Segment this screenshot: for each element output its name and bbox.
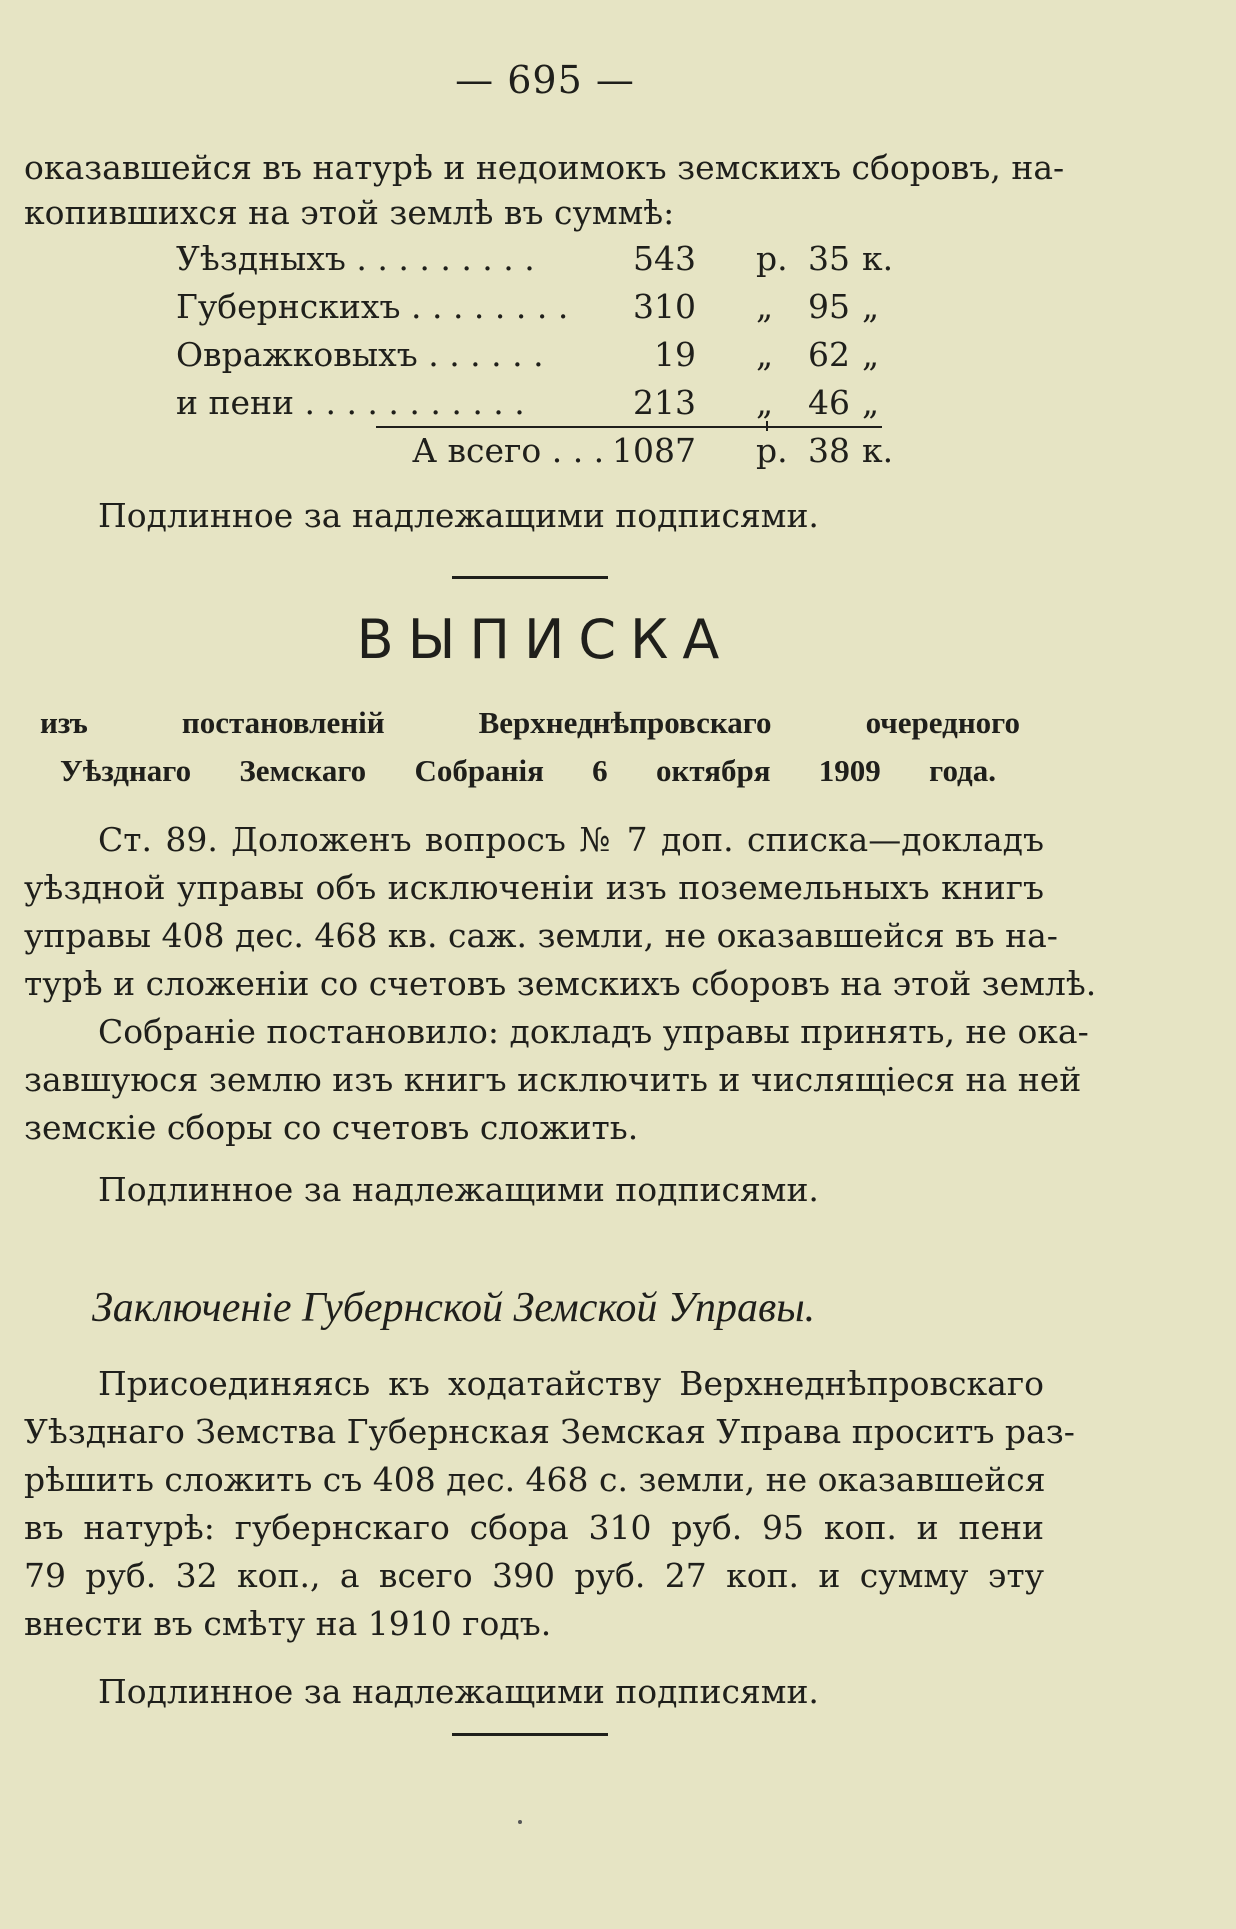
- arrears-label: Уѣздныхъ . . . . . . . . .: [176, 239, 535, 278]
- arrears-rubles: 310: [633, 287, 696, 326]
- arrears-kopeks: 46: [808, 383, 850, 422]
- resolution-line: турѣ и сложеніи со счетовъ земскихъ сборовъ на этой землѣ.: [24, 964, 1097, 1003]
- decision-line: земскіе сборы со счетовъ сложить.: [24, 1108, 639, 1147]
- intro-line-2: копившихся на этой землѣ въ суммѣ:: [24, 193, 675, 232]
- arrears-label: Губернскихъ . . . . . . . .: [176, 287, 569, 326]
- arrears-kop-unit: к.: [862, 239, 894, 278]
- arrears-rub-unit: „: [756, 335, 774, 374]
- bottom-divider: [452, 1733, 608, 1736]
- arrears-rub-unit: „: [756, 383, 774, 422]
- arrears-rubles: 543: [633, 239, 696, 278]
- resolution-line: Ст. 89. Доложенъ вопросъ № 7 доп. списка—докладъ: [98, 820, 1044, 859]
- signature-note-1: Подлинное за надлежащими подписями.: [98, 496, 819, 535]
- arrears-table: [176, 235, 894, 475]
- arrears-total-kopeks: 38: [808, 431, 850, 470]
- sum-rule: [376, 426, 882, 428]
- decision-line: завшуюся землю изъ книгъ исключить и числящіеся на ней: [24, 1060, 1082, 1099]
- arrears-rubles: 213: [633, 383, 696, 422]
- conclusion-heading: Заключеніе Губернской Земской Управы.: [92, 1285, 816, 1331]
- arrears-total-kop-unit: к.: [862, 431, 894, 470]
- section-divider: [452, 576, 608, 579]
- intro-line-1: оказавшейся въ натурѣ и недоимокъ земскихъ сборовъ, на-: [24, 148, 1065, 187]
- arrears-total-rub-unit: р.: [756, 431, 788, 470]
- arrears-kopeks: 95: [808, 287, 850, 326]
- arrears-kop-unit: „: [862, 335, 880, 374]
- page-number: — 695 —: [455, 58, 635, 102]
- arrears-row: [176, 283, 888, 331]
- arrears-rubles: 19: [654, 335, 696, 374]
- extract-subtitle-line-1: изъ постановленій Верхнеднѣпровскаго очередного: [40, 705, 1020, 740]
- arrears-kop-unit: „: [862, 287, 880, 326]
- ink-dot: [518, 1820, 522, 1824]
- signature-note-2: Подлинное за надлежащими подписями.: [98, 1170, 819, 1209]
- arrears-row: [176, 331, 888, 379]
- arrears-label: и пени . . . . . . . . . . .: [176, 383, 525, 422]
- resolution-line: уѣздной управы объ исключеніи изъ поземельныхъ книгъ: [24, 868, 1044, 907]
- conclusion-line: рѣшить сложить съ 408 дес. 468 с. земли, не оказавшейся: [24, 1460, 1046, 1499]
- column-divider: [766, 421, 770, 431]
- conclusion-line: внести въ смѣту на 1910 годъ.: [24, 1604, 552, 1643]
- arrears-rub-unit: „: [756, 287, 774, 326]
- arrears-rub-unit: р.: [756, 239, 788, 278]
- arrears-total-label: А всего . . .: [412, 431, 605, 470]
- arrears-total-rubles: 1087: [612, 431, 696, 470]
- extract-title: ВЫПИСКА: [356, 608, 734, 671]
- signature-note-3: Подлинное за надлежащими подписями.: [98, 1672, 819, 1711]
- arrears-kopeks: 35: [808, 239, 850, 278]
- arrears-kopeks: 62: [808, 335, 850, 374]
- conclusion-line: Уѣзднаго Земства Губернская Земская Управа проситъ раз-: [24, 1412, 1075, 1451]
- extract-subtitle-line-2: Уѣзднаго Земскаго Собранія 6 октября 1909 года.: [60, 753, 996, 788]
- decision-line: Собраніе постановило: докладъ управы принять, не ока-: [98, 1012, 1089, 1051]
- conclusion-line: Присоединяясь къ ходатайству Верхнеднѣпровскаго: [98, 1364, 1044, 1403]
- arrears-total-row: [176, 427, 894, 475]
- conclusion-line: 79 руб. 32 коп., а всего 390 руб. 27 коп. и сумму эту: [24, 1556, 1044, 1595]
- arrears-kop-unit: „: [862, 383, 880, 422]
- arrears-row: [176, 235, 894, 283]
- arrears-label: Овражковыхъ . . . . . .: [176, 335, 544, 374]
- arrears-row: [176, 379, 888, 427]
- conclusion-line: въ натурѣ: губернскаго сбора 310 руб. 95 коп. и пени: [24, 1508, 1044, 1547]
- resolution-line: управы 408 дес. 468 кв. саж. земли, не оказавшейся въ на-: [24, 916, 1058, 955]
